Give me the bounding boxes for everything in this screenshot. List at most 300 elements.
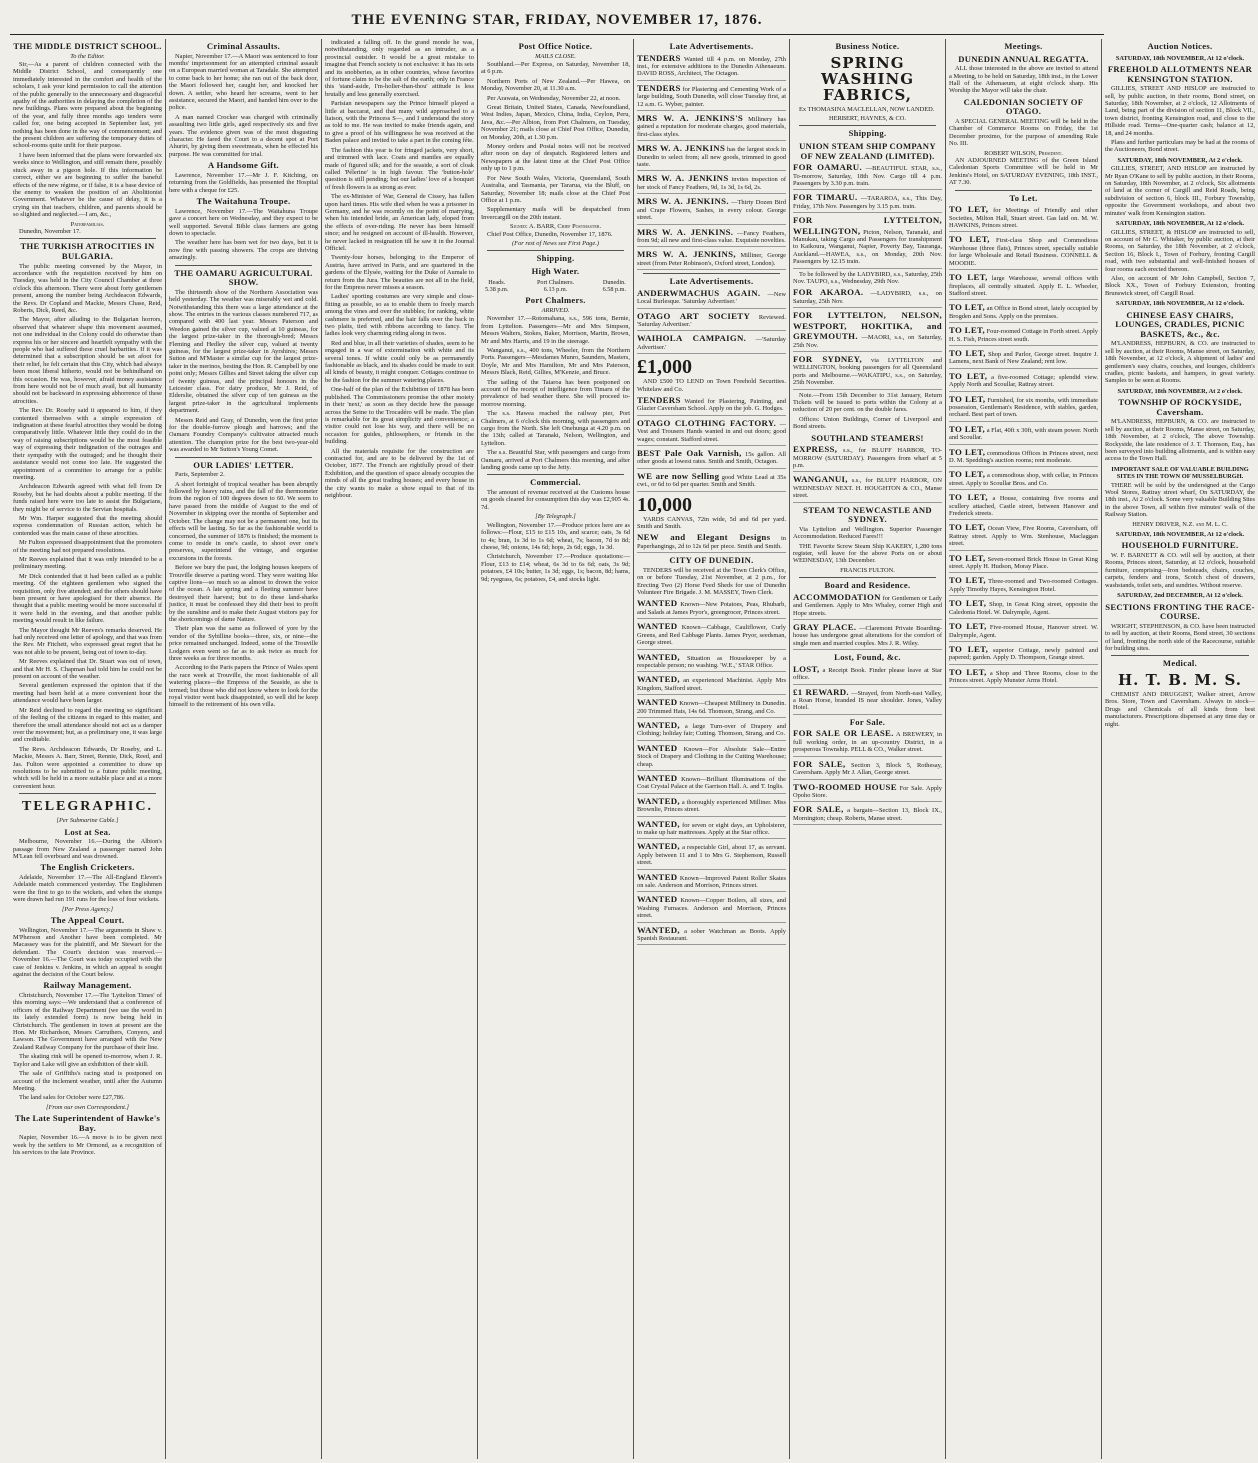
advertisement [637, 720, 786, 741]
ad-caption: WANTED, [637, 841, 680, 852]
column-2 [166, 39, 322, 1459]
article-paragraph: Christchurch, November 17.—Produce quotations:—Flour, £13 to £14; wheat, 6s 3d to 6s 6d; oats, 3s 9d; potatoes, £4 10s; butter, 1s 3d; eggs, 1s; bacon, 8d; hams, 9d; ryegrass, 6s; potatoes, £4, and stocks light. [481, 553, 630, 583]
ad-body: a thoroughly experienced Milliner. Miss Brownlie, Princes street. [637, 798, 786, 814]
article-paragraph: Note.—From 15th December to 31st January, Return Tickets will be issued to ports within the Colony at a reduction of 20 per cent. on the double fares. [793, 391, 942, 414]
ad-body: a Receipt Book. Finder please leave at Star office. [793, 666, 942, 682]
advertisement [637, 83, 786, 111]
ad-body: for Meetings of Friendly and other Societies, Milton Hall, Stuart street. Gas laid on. M. W. HAWKINS, Princes street. [949, 207, 1098, 230]
article-paragraph: Their plan was the same as followed of yore by the vendor of the Sybilline books—three, six, or nine—the price remained unchanged. Indeed, some of the Trouville Lodgers even went so far as to ask twice as much for three weeks as for three months. [169, 625, 318, 662]
article-paragraph: Mr Fulton expressed disappointment that the promoters of the meeting had not prepared resolutions. [13, 539, 162, 554]
advertisement [793, 444, 942, 472]
notice-dateline: SATURDAY, 18th NOVEMBER, At 2 o'clock. [1117, 156, 1243, 164]
section-heading: Criminal Assaults. [206, 41, 281, 51]
ad-body: commodious Offices in Princes street, next D. M. Spedding's auction rooms; rent moderate. [949, 449, 1099, 464]
ad-caption: WANTED, [637, 719, 680, 730]
advertisement [637, 173, 786, 194]
ad-body: superior Cottage, newly painted and papered; garden. Apply D. Thompson, Grange street. [949, 646, 1098, 662]
advertisement [637, 674, 786, 695]
advertisement [949, 522, 1098, 550]
advertisement [949, 394, 1098, 422]
tide-place: Port Chalmers. [536, 278, 575, 286]
section-heading: THE TURKISH ATROCITIES IN BULGARIA. [20, 241, 155, 261]
ad-body: Known—Cabbage, Cauliflower, Curly Greens, and Red Cabbage Plants. James Pryor, seedsman, George street. [637, 624, 786, 647]
ad-body: —'Saturday Advertiser.' [637, 336, 786, 351]
column-rule [487, 474, 624, 475]
advertisement [949, 234, 1098, 270]
article-paragraph: Lawrence, November 17.—Mr J. F. Kitching, on returning from the Goldfields, has presented the Hospital here with a cheque for £25. [169, 171, 318, 194]
section-heading: Meetings. [1004, 41, 1043, 51]
ad-body: Picton, Nelson, Taranaki, and Manukau, taking Cargo and Passengers for transhipment to Kaikoura, Wanganui, Napier, Poverty Bay, Tauranga, Auckland.—HAWEA, s.s., on Monday, 20th Nov. Passengers by 12.15 train. [793, 228, 942, 266]
article-paragraph: A short fortnight of tropical weather has been abruptly followed by heavy rains, and the fall of the thermometer from the region of 100 degrees down to 60. We seem to have passed from the middle of August to the end of November in skipping over the months of September and October. The change may not be a permanent one, but its effects will be lasting. So far as the fashionable world is concerned, the summer of 1876 is finished; the moment is come to reside in one's castle, to shoot over one's preserves, superintend the vintage, and organise excursions in the forests. [169, 480, 318, 562]
article-paragraph: CHEMIST AND DRUGGIST, Walker street, Arrow Bros. Store, Town and Caversham. Always in stock—Drugs and Chemicals of all kinds from best manufacturers. Prescriptions dispensed at any time day or night. [1105, 690, 1255, 728]
column-rule [643, 273, 780, 274]
column-8 [1102, 39, 1258, 1459]
advertisement [949, 302, 1098, 323]
advertisement [637, 196, 786, 224]
ad-body: for Gentlemen or Lady and Gentlemen. Apply to Mrs Whaley, corner High and Hope streets. [793, 594, 942, 617]
section-heading: FREEHOLD ALLOTMENTS NEAR KENSINGTON STATION. [1107, 64, 1253, 84]
ad-caption: GRAY PLACE. [793, 622, 857, 633]
ad-caption: OTAGO ART SOCIETY [637, 310, 751, 321]
section-heading: HOUSEHOLD FURNITURE. [1121, 540, 1239, 551]
column-rule [955, 190, 1092, 191]
ad-caption: FOR SYDNEY, [793, 353, 863, 364]
advertisement [637, 598, 786, 619]
article-paragraph: AN ADJOURNED MEETING of the Green Island Caledonian Sports Committee will be held in Mr Jenkins's Hotel, on SATURDAY EVENING, 18th INST., AT 7.30. [949, 157, 1098, 187]
ad-caption: NEW and Elegant Designs [637, 532, 771, 543]
article-paragraph: Money orders and Postal notes will not be received after noon on day of despatch. Registered letters and Newspapers at the latest time at the Chief Post Office only up to 1 p.m. [481, 143, 630, 173]
section-heading: Lost at Sea. [64, 826, 111, 837]
article-paragraph: Chief Post Office, Dunedin, November 17, 1876. [487, 230, 613, 238]
advertisement [793, 310, 942, 352]
column-4 [478, 39, 634, 1459]
tide-cell [485, 279, 508, 294]
tide-table [485, 279, 626, 294]
advertisement [637, 894, 786, 922]
ad-caption: FOR SALE, [793, 758, 846, 769]
article-paragraph: Southland.—Per Express, on Saturday, November 18, at 6 p.m. [481, 61, 630, 76]
section-heading: High Water. [531, 265, 580, 276]
ad-body: First-class Shop and Commodious Warehouse (three flats), Princes street, specially suitable for large Wholesale and Retail Business. CONNELL & MOODIE. [949, 237, 1098, 267]
advertisement [637, 697, 786, 718]
article-paragraph: Adelaide, November 17.—The All-England Eleven's Adelaide match commenced yesterday. The Englishmen were the first to go to the wickets, and when the stumps were drawn had run 191 runs for the loss of four wickets. [13, 873, 162, 904]
section-heading: DUNEDIN ANNUAL REGATTA. [958, 53, 1089, 64]
ad-body: good White Lead at 35s cwt., or 6d to 6d per quarter. Smith and Smith. [637, 473, 786, 489]
columns [10, 39, 1255, 1459]
ad-body: Seven-roomed Brick House in Great King street. Apply H. Hudson, Moray Place. [949, 555, 1098, 571]
article-paragraph: The Rev. Dr. Roseby said it appeared to him, if they contented themselves with a simple expression of indignation at these fearful atrocities they would be doing comparatively little. Whatever little they could do in the way of raising subscriptions would be the most feasible way of expressing their indignation of the outrages and their sympathy with the outraged; and he thought their assistance would not come too late. He suggested the appointment of a committee to arrange for a public meeting. [13, 407, 162, 481]
tide-time: 6.13 p.m. [543, 285, 568, 293]
advertisement [949, 644, 1098, 665]
advertisement [949, 575, 1098, 596]
article-paragraph: Per Arawata, on Wednesday, November 22, at noon. [487, 94, 621, 102]
article-paragraph: The s.s. Hawea reached the railway pier, Port Chalmers, at 6 o'clock this morning, with passengers and cargo from the North. She left Onehunga at 4.20 p.m. on the 13th; called at Taranaki, Nelson, Wellington, and Lyttelton. [481, 410, 630, 447]
ad-body: Wanted till 4 p.m. on Monday, 27th inst., for extensive additions to the Dunedin Athenaeum. DAVID ROSS, Architect, The Octagon. [637, 55, 786, 78]
ad-caption: BEST Pale Oak Varnish, [637, 448, 742, 458]
ad-body: Milliner, George street (from Peter Robinson's, Oxford street, London). [637, 252, 786, 267]
ad-caption: TO LET, [949, 598, 987, 609]
ad-body: Known—Brilliant Illuminations of the Coat Crystal Palace at the Garrison Hall. A. and T. Inglis. [637, 775, 786, 791]
ad-caption: OTAGO CLOTHING FACTORY. [637, 417, 777, 428]
advertisement [949, 598, 1098, 619]
ad-caption: TO LET, [949, 492, 988, 503]
article-paragraph: THE Favorite Screw Steam Ship KAKERY, 1,280 tons register, will leave for the above Ports on or about WEDNESDAY, 13th December. [793, 542, 942, 565]
article-paragraph: According to the Paris papers the Prince of Wales spent the race week at Trouville, the most fashionable of all watering places—the Empress of the Seaside, as she is termed; but those who did not know where to look for the royal visitor went back disappointed, so well did he keep himself to the retirement of his own villa. [169, 664, 318, 709]
ad-caption: FOR SALE, [793, 804, 844, 815]
ad-body: s.s., for BLUFF HARBOR, ON WEDNESDAY NEXT. H. HOUGHTON & CO., Manse street. [793, 477, 942, 500]
advertisement [949, 492, 1098, 520]
ad-body: Ocean View, Five Rooms, Caversham, off Rattray street. Apply to Wm. Stenhouse, Maclaggan street. [949, 525, 1098, 548]
display-amount: 10,000 [637, 493, 692, 516]
article-paragraph: The Mayor, after alluding to the Bulgarian horrors, observed that whatever shape this movement assumed, not one individual in the Colony could do otherwise than express his or her sincere and heartfelt sympathy with the people who had suffered these cruel barbarities. If it was determined that a subscription should be set afoot for their relief, he felt certain that this City, which had always been most liberal hitherto, would not be behindhand on this occasion. He was, however, afraid money assistance from here would not be of much avail, but all humanity should not be backward in expressing abhorrence of these atrocities. [13, 316, 162, 405]
advertisement [637, 796, 786, 817]
advertisement [637, 532, 786, 553]
article-paragraph: The Mayor thought Mr Reeves's remarks deserved. He had only received one letter of apology, and that was from the Rev. Mr Fitchett, who expressed great regret that he was not able to be present, being out of town to-day. [13, 626, 162, 656]
subheading: MAILS CLOSE. [535, 52, 576, 60]
section-heading: The Late Superintendent of Hawke's Bay. [14, 1113, 161, 1133]
article-paragraph: GILLIES, STREET, & HISLOP are instructed to sell, on account of Mr C. Whitaker, by public auction, at their Rooms, on Saturday, the 18th November, at 2 o'clock, Section 16, Block I., Town of Forbury, fronting Cargill road, with two substantial and well-finished houses of four rooms each erected thereon. [1105, 228, 1255, 273]
ad-body: Four-roomed Cottage in Forth street. Apply H. S. Fish, Princes street south. [949, 328, 1098, 343]
column-6 [790, 39, 946, 1459]
article-paragraph: Ladies' sporting costumes are very simple and close-fitting as possible, so as to enable them to freely march among the vines and over the stubbles; for ranking, white cashmere is preferred, and the hair falls over the back in two plaits, tied with ribbons according to fancy. The ladies look very charming riding along in twos. [325, 293, 474, 338]
advertisement [793, 687, 942, 715]
subheading: [Per Submarine Cable.] [56, 817, 119, 825]
advertisement [637, 288, 786, 309]
notice-dateline: IMPORTANT SALE OF VALUABLE BUILDING SITES IN THE TOWN OF MUSSELBURGH. [1111, 465, 1249, 481]
advertisement [637, 471, 786, 492]
article-paragraph: Plans and further particulars may be had at the rooms of the Auctioneers, Bond street. [1105, 139, 1255, 154]
ad-caption: TO LET, [949, 423, 986, 434]
notice-dateline: SATURDAY, 18th NOVEMBER, At 12 o'clock. [1115, 300, 1245, 308]
section-heading: For Sale. [849, 716, 886, 727]
article-paragraph: To be followed by the LADYBIRD, s.s., Saturday, 25th Nov. TAUPO, s.s., Wednesday, 29th Nov. [793, 270, 942, 286]
article-paragraph: Mr Reeves explained that it was only intended to be a preliminary meeting. [13, 555, 162, 571]
ad-caption: WANTED [637, 772, 678, 783]
notice-dateline: SATURDAY, 18th NOVEMBER, At 12 o'clock. [1115, 531, 1245, 539]
section-heading: THE OAMARU AGRICULTURAL SHOW. [174, 267, 313, 288]
section-heading: Commercial. [530, 477, 581, 488]
ad-caption: WANTED, [637, 674, 680, 685]
advertisement [793, 592, 942, 620]
masthead: THE EVENING STAR, FRIDAY, NOVEMBER 17, 1876. [10, 6, 1104, 35]
section-heading: To Let. [1009, 192, 1038, 203]
advertisement [949, 348, 1098, 369]
column-1 [10, 39, 166, 1459]
ad-body: Shop and Parlor, George street. Inquire J. Lamens, next Bank of New Zealand; rent low. [949, 350, 1098, 366]
ad-caption: ACCOMMODATION [793, 591, 881, 602]
ad-caption: TO LET, [949, 446, 986, 457]
ad-body: a five-roomed Cottage; splendid view. Apply North and Scoullar, Rattray street. [949, 373, 1098, 389]
section-heading: OUR LADIES' LETTER. [193, 459, 294, 470]
advertisement [637, 113, 786, 141]
article-paragraph: For New South Wales, Victoria, Queensland, South Australia, and Tasmania, per Tararua, via the Bluff, on Saturday, November 18; mails close at the Chief Post Office at 1 p.m. [481, 174, 630, 204]
ad-body: Known—New Potatoes, Peas, Rhubarb, and Salads at James Pryor's, greengrocer, Princes street. [637, 601, 786, 616]
ad-caption: TO LET, [949, 666, 987, 677]
article-paragraph: THERE will be sold by the undersigned at the Cargo Wool Stores, Rattray street wharf, On SATURDAY, the 18th inst., At 2 o'clock. Some very valuable Building Sites in the above Town, all within five minutes' walk of the Railway Station. [1105, 481, 1255, 519]
section-heading: Business Notice. [835, 41, 900, 51]
article-paragraph: The amount of revenue received at the Customs house on goods cleared for consumption this day was £2,905 4s. 7d. [481, 489, 630, 511]
ad-caption: TO LET, [949, 302, 986, 313]
ad-caption: FOR OAMARU. [793, 162, 862, 173]
section-heading: Board and Residence. [824, 580, 911, 591]
column-rule [1111, 655, 1249, 656]
subheading: ARRIVED. [541, 306, 570, 314]
article-paragraph: TENDERS will be received at the Town Clerk's Office, on or before Tuesday, 21st November, at 2 p.m., for Erecting Two (2) Horse Feed Sheds for use of Dunedin Volunteer Fire Brigade. J. M. MASSEY, Town Clerk. [637, 566, 786, 597]
ad-body: a respectable Girl, about 17, as servant. Apply between 11 and 1 to Mrs G. Stephenson, Russell street. [637, 844, 786, 867]
ad-caption: TENDERS [637, 82, 681, 93]
ad-caption: WANTED [637, 871, 678, 882]
advertisement [793, 215, 942, 268]
ad-body: for seven or eight days, an Upholsterer, to make up hair mattresses. Apply at the Star office. [637, 821, 786, 836]
advertisement [793, 192, 942, 213]
advertisement [793, 759, 942, 780]
ad-body: —Thirty Dozen Bird and Crape Flowers, Sashes, in every colour. George street. [637, 199, 786, 222]
ad-body: an Office in Bond street, lately occupied by Brogden and Sons. Apply on the premises. [949, 305, 1099, 320]
ad-caption: MRS W. A. JENKINS. [637, 226, 734, 237]
ad-body: Known—Cheapest Millinery in Dunedin. 200 Trimmed Hats, 14s 6d. Thomson, Strang, and Co. [637, 700, 786, 715]
ad-body: —Fancy Feathers, from 9d; all new and first-class value. Exquisite novelties. [637, 229, 786, 244]
ad-caption: EXPRESS, [793, 444, 838, 455]
section-heading: CITY OF DUNEDIN. [669, 555, 754, 566]
advertisement [637, 448, 786, 469]
advertisement [637, 773, 786, 794]
article-paragraph: Via Lyttelton and Wellington. Superior Passenger Accommodation. Reduced Fares!!! [793, 525, 942, 541]
tide-place: Dunedin. [602, 278, 626, 286]
ad-body: a bargain—Section 13, Block IX., Mornington; cheap. Roberts, Manse street. [793, 807, 942, 822]
column-3 [322, 39, 478, 1459]
ad-body: Shop, in Great King street, opposite the Caledonia Hotel. W. Dalrymple, Agent. [949, 601, 1098, 616]
ad-body: a Shop and Three Rooms, close to the Princes street. Apply Munster Arms Hotel. [949, 669, 1098, 685]
ad-body: —New Local Burlesque. 'Saturday Advertiser.' [637, 290, 786, 306]
section-heading: The Appeal Court. [50, 915, 125, 925]
article-paragraph: M'LANDRESS, HEPBURN, & CO. are instructed to sell by auction, at their Rooms, Manse street, on Saturday, 18th November, at 12 o'clock, A shipment of ladies' and gentlemen's easy chairs, couches, and lounges, children's cradles, picnic baskets, and hampers, in great variety. Samples to be seen at Rooms. [1105, 340, 1255, 385]
ad-body: s.s., for BLUFF HARBOR, TO-MORROW (SATURDAY). Passengers from wharf at 5 p.m. [793, 447, 942, 469]
ad-caption: FOR SALE OR LEASE. [793, 728, 894, 739]
subheading: [By Telegraph.] [535, 513, 576, 521]
ad-body: Situation as Housekeeper by a respectable person; no washing. 'W.E.,' STAR Office. [637, 654, 786, 669]
tide-time: 6.58 p.m. [602, 285, 626, 293]
ad-caption: TO LET, [949, 552, 986, 563]
advertisement [637, 872, 786, 893]
ad-caption: WANTED [637, 598, 678, 609]
ad-body: —LADYBIRD, s.s., on Saturday, 25th Nov. [793, 290, 942, 305]
advertisement [637, 53, 786, 81]
article-paragraph: The Revs. Archdeacon Edwards, Dr Roseby, and L. Mackie, Messrs A. Barr, Street, Rennie, Dick, Reed, and Jas. Fulton were appointed a committee to draw up resolutions to be submitted to a future public meeting, which will be held in a more suitable place and at a more convenient hour. [13, 745, 162, 790]
ad-body: Reviewed. 'Saturday Advertiser.' [637, 313, 786, 328]
ad-body: a Flat, 40ft x 30ft, with steam power. North and Scoullar. [949, 426, 1098, 442]
article-paragraph: Messrs Reid and Gray, of Dunedin, won the first prize for the double-furrow plough and harrows; and the Oamaru Foundry Company's cultivator attracted much attention. The champion prize for the best two-year-old was awarded to Mr Sutton's Young Comet. [169, 416, 318, 454]
ad-body: —Strayed, from North-east Valley, a Roan Horse, branded IS near shoulder. Jones, Valley Hotel. [793, 689, 942, 712]
ad-body: large Warehouse, several offices with fireplaces, all centrally situated. Apply E. L. Wheeler, Stafford street. [949, 275, 1098, 297]
advertisement [949, 469, 1098, 490]
ad-body: 15s gallon. All other goods at lowest rates. Smith and Smith, Octagon. [637, 451, 786, 466]
advertisement [793, 664, 942, 685]
advertisement [949, 325, 1098, 346]
ad-caption: FOR TIMARU. [793, 192, 858, 203]
ad-caption: WANTED [637, 621, 678, 632]
advertisement [793, 287, 942, 308]
article-paragraph: GILLIES, STREET, AND HISLOP are instructed by Mr Ryan O'Kane to sell by public auction, in their Rooms, on Saturday, 18th November, at 2 o'clock, Six allotments of land at the corner of Cargill and Reid Roads, being subdivision of section 6, block III., Forbury Township, opposite the Government workshops, and about two minutes' walk from Kensington station. [1105, 165, 1255, 217]
advertisement [793, 354, 942, 390]
section-heading: Shipping. [848, 128, 887, 139]
article-paragraph: A man named Crocker was charged with criminally assaulting two little girls, aged respectively six and five years. The evidence given was of the most disgusting character. He fared the Court to a decent spot at Port Ahuriri, by giving them sweetmeats, when he effected his purpose. He was committed for trial. [169, 113, 318, 158]
advertisement [949, 667, 1098, 688]
ad-body: —MAORI, s.s., on Saturday, 25th Nov. [793, 334, 942, 349]
display-amount: £1,000 [637, 356, 692, 379]
section-heading: Late Advertisements. [669, 41, 754, 51]
advertisement [949, 424, 1098, 445]
ad-body: Section 3, Block 5, Rothesay, Caversham. Apply Mr J. Allan, George street. [793, 761, 942, 777]
advertisement [949, 553, 1098, 574]
ad-caption: TO LET, [949, 575, 986, 586]
advertisement [793, 728, 942, 756]
ad-caption: LOST, [793, 663, 820, 674]
column-rule [175, 457, 312, 458]
advertisement [637, 249, 786, 270]
ad-body: Known—Improved Patent Roller Skates on sale. Anderson and Morrison, Princes street. [637, 874, 786, 890]
article-paragraph: M'LANDRESS, HEPBURN, & CO. are instructed to sell by auction, at their Rooms, Manse street, on Saturday, 18th November, at 2 o'clock, The above Township. Rockyside, the late residence of J. T. Thomson, Esq., has been surveyed into building allotments, and is within easy access to the Town Hall. [1105, 418, 1255, 463]
ad-caption: WANTED, [637, 924, 680, 935]
advertisement [637, 333, 786, 354]
advertisement [637, 652, 786, 673]
ad-body: an experienced Machinist. Apply Mrs Kingdom, Stafford street. [637, 677, 786, 692]
advertisement [637, 143, 786, 171]
article-paragraph: Mr Reid declined to regard the meeting so significant of the feeling of the citizens in regard to this matter, and therefore the small attendance should not act as a damper over the movement; but, as a preliminary one, it was large and creditable. [13, 706, 162, 744]
article-paragraph: The land sales for October were £27,786. [19, 1094, 125, 1102]
article-paragraph: Paris, September 2. [175, 471, 225, 479]
notice-dateline: SATURDAY, 2nd DECEMBER, At 12 o'clock. [1117, 592, 1243, 600]
signature: FRANCIS FULTON. [840, 566, 895, 574]
article-paragraph: Archdeacon Edwards agreed with what fell from Dr Roseby, but he had doubts about a public meeting. If the funds raised here were too late to assist the Bulgarians, they might be of service to the Servian hospitals. [13, 483, 162, 513]
advertisement [793, 474, 942, 502]
article-paragraph: The public meeting convened by the Mayor, in accordance with the requisition received by him on Tuesday, was held in the City Council Chamber at three o'clock this afternoon. There were about forty gentlemen present, among the number being Archdeacon Edwards, the Revs. Dr Copland and Mackie, Messrs Chase, Reid, Roberts, Dick, Reed, &c. [13, 262, 162, 314]
section-heading: Post Office Notice. [518, 41, 593, 51]
article-paragraph: AND £500 TO LEND on Town Freehold Securities. Whitelaw and Co. [637, 378, 786, 393]
article-paragraph: indicated a falling off. In the grand monde he was, notwithstanding, only regarded as an intruder, as a provincial outsider. It would be a great mistake to imagine that French society is not exclusive: it has its sets and its snobberies, as in other countries, whose favorites of fortune claim to be the salt of the earth; only in France this 'stand-aside, I'm-holier-than-thou' attitude is less brutally and less generally exercised. [325, 39, 474, 98]
ad-body: —Claremont Private Boarding-house has undergone great alterations for the comfort of single men and married couples. Mrs J. R. Wiley. [793, 625, 942, 647]
section-heading: Late Advertisements. [669, 276, 754, 287]
ad-body: a sober Watchman as Boots. Apply Spanish Restaurant. [637, 927, 786, 943]
ad-caption: WANTED [637, 742, 678, 753]
ad-caption: MRS W. A. JENKINS'S [637, 113, 744, 124]
ad-body: Five-roomed House, Hanover street. W. Dalrymple, Agent. [949, 624, 1098, 639]
advertisement [949, 272, 1098, 300]
advertisement [637, 311, 786, 332]
article-paragraph: November 17.—Rotomahana, s.s., 596 tons, Bernie, from Lyttelton. Passengers—Mr and Mrs Simpson, Messrs Walters, Stokes, Baker, Morrison, Martin, Brown, Mr and Mrs Harris, and 19 in the steerage. [481, 315, 630, 345]
section-heading: SECTIONS FRONTING THE RACE-COURSE. [1105, 601, 1255, 622]
article-paragraph: The thirteenth show of the Northern Association was held yesterday. The weather was miserably wet and cold. Notwithstanding this there was a large attendance at the show. The entries in the various classes numbered 717, as compared with 400 last year. Messrs Paterson and Weedon gained the silver cup, valued at 10 guineas, for the largest prize-taker in the thorough-bred; Messrs Fleming and Hedley the silver cup, valued at twenty guineas, for the largest prize-taker in Ayrshires; Messrs Sutton and M'Master a similar cup for the largest prize-taker in the merinos, besting the Hon. R. Campbell by one point only; Messrs Gillies and Street taking the silver cup of twenty guineas, and the principal honours in the Leicester class. For dairy produce, Mr J. Reid, of Elderslie, obtained the silver cup of ten guineas as the largest prize-taker in the agricultural implements department. [169, 288, 318, 415]
tide-cell [537, 279, 574, 294]
article-paragraph: The sailing of the Taiaroa has been postponed on account of the receipt of intelligence from Timaru of the prevalence of bad weather there. She will proceed to-morrow morning. [481, 378, 630, 408]
signature: HERBERT, HAYNES, & CO. [828, 115, 907, 122]
ad-body: —Vest and Trousers Hands wanted in and out doors; good wages; constant. Stafford street. [637, 420, 786, 443]
section-heading: Auction Notices. [1147, 41, 1213, 51]
article-paragraph: The fashion this year is for fringed jackets, very short, and trimmed with lace. Coats and mantles are equally made of figured silk; and for the seaside, a sort of cloak called 'Pélerine' is in high favour. The 'button-hole' question is still pending; but our ladies' love of a bouquet of fresh flowers is as strong as ever. [325, 146, 474, 191]
article-paragraph: Ex THOMASINA MACLELLAN, NOW LANDED. [799, 105, 935, 113]
ad-caption: TO LET, [949, 272, 988, 283]
article-paragraph: All the materials requisite for the construction are contracted for, and are to be delivered by the 1st of October, 1877. The French are rightfully proud of their Exhibition, and the question of space already occupies the minds of all the great trading houses; and every house in the city wants to make a show equal to that of its neighbour. [325, 447, 474, 499]
ad-body: via LYTTELTON and WELLINGTON, booking passengers for all Queensland ports and Melbourne.—WAKATIPU, s.s., on Saturday, 25th November. [793, 356, 942, 387]
subheading: (For rest of News see First Page.) [512, 239, 599, 247]
tide-time: 5.38 p.m. [485, 285, 509, 293]
section-heading: Shipping. [536, 253, 575, 264]
ad-caption: TENDERS [637, 52, 681, 63]
article-paragraph: GILLIES, STREET AND HISLOP are instructed to sell, by public auction, in their rooms, Bond street, on Saturday, 18th November, at 2 o'clock, 12 Allotments of Land, being part of the division of section 11, Block VII., town district, fronting Kensington road, and close to the Hillside road. Terms—One-quarter cash; balance at 12, 18, and 24 months. [1105, 85, 1255, 137]
advertisement [637, 418, 786, 446]
section-heading: SOUTHLAND STEAMERS! [811, 432, 924, 443]
advertisement [949, 621, 1098, 642]
column-rule [799, 577, 936, 578]
article-paragraph: Red and blue, in all their varieties of shades, seem to be engaged in a war of extermination with white and its several tones. If white could only be as permanently fashionable as black, and its shades could be made to suit all kinds of beauty, it might conquer. Cottages continue to be the fashion for the summer watering places. [325, 339, 474, 384]
ad-caption: FOR AKAROA. [793, 287, 864, 298]
advertisement [793, 622, 942, 650]
ad-caption: TO LET, [949, 347, 986, 358]
signature: HENRY DRIVER, N.Z. and M. L. C. [1132, 520, 1228, 528]
article-paragraph: The weather here has been wet for two days, but it is now fine with passing showers. The crops are thriving amazingly. [169, 239, 318, 262]
article-paragraph: Dunedin, November 17. [19, 227, 81, 235]
ad-body: Wanted for Plastering, Painting, and Glazier Caversham School. Apply on the job. G. Hodges. [637, 397, 786, 413]
ad-caption: £1 REWARD. [793, 686, 849, 697]
section-heading: CHINESE EASY CHAIRS, LOUNGES, CRADLES, PICNIC BASKETS, &c., &c. [1115, 309, 1245, 339]
article-paragraph: Also, on account of Mr John Campbell, Section 7, Block XX., Town of Forbury Extension, fronting Brunswick street, off Cargill Road. [1105, 274, 1255, 297]
ad-body: A BREWERY, in full working order, in an up-country District, in a prosperous Township. PELL & CO., Walker street. [793, 731, 942, 754]
notice-dateline: SATURDAY, 18th NOVEMBER, At 2 o'clock. [1117, 387, 1243, 395]
ad-caption: MRS W. A. JENKINS [637, 143, 726, 154]
section-heading: Railway Management. [43, 980, 132, 991]
signature: Paterfamilias. [70, 220, 105, 228]
article-paragraph: Lawrence, November 17.—The Waitahuna Troupe gave a concert here on Wednesday, and they expect to be well supported. Several Bible class farmers are going down to spectacle. [169, 207, 318, 237]
advertisement [637, 819, 786, 840]
ad-body: a commodious shop, with cellar, in Princes street. Apply to Scoullar Bros. and Co. [949, 472, 1098, 487]
tide-place: Heads. [488, 278, 506, 286]
ad-caption: TO LET, [949, 370, 988, 381]
column-rule [799, 125, 936, 126]
article-paragraph: Wellington, November 17.—Produce prices here are as follows:—Flour, £15 to £15 10s, and scarce; oats, 3s 6d to 4s; bran, 1s 3d to 1s 6d; wheat, 7s; bacon, 7d to 8d; cheese, 9d; onions, 14s 6d; hops, 2s 6d; eggs, 1s 3d. [481, 521, 630, 551]
article-paragraph: Wanganui, s.s., 400 tons, Wheeler, from the Northern Ports. Passengers—Mesdames Munro, Saunders, Masters, Doyle, Mr and Mrs Hamilton, Mr and Mrs Paterson, Messrs Black, Reid, Gillies, M'Kenzie, and Bruce. [481, 346, 630, 377]
ad-caption: ANDERWMACHUS AGAIN. [637, 287, 761, 298]
subheading: To the Editor. [70, 52, 105, 60]
article-paragraph: W. F. BARNETT & CO. will sell by auction, at their Rooms, Princes street, Saturday, at 12 o'clock, household furniture, comprising—Iron bedsteads, chairs, couches, carpets, fenders and irons, Scotch chest of drawers, washstands, toilet sets, and sundries. Without reserve. [1105, 552, 1255, 589]
article-paragraph: Melbourne, November 16.—During the Albion's passage from New Zealand a passenger named John M'Lean fell overboard and was drowned. [13, 838, 162, 860]
ad-caption: TWO-ROOMED HOUSE [793, 781, 897, 792]
notice-dateline: SATURDAY, 18th NOVEMBER, At 12 o'clock. [1115, 220, 1245, 228]
ad-body: in Paperhangings, 2d to 12s 6d per piece. Smith and Smith. [637, 535, 786, 550]
ad-caption: TO LET, [949, 522, 986, 533]
section-heading: A Handsome Gift. [208, 160, 279, 171]
advertisement [949, 447, 1098, 468]
advertisement [793, 782, 942, 803]
ad-caption: TENDERS [637, 394, 681, 405]
article-paragraph: I have been informed that the plans were forwarded six weeks since to Wellington, and still remain there, possibly stuck away in a pigeon hole. If this information be correct, either we are beginning to suffer the baneful effects of the new régime, or if false, it is a base device of the enemy to weaken the position of an Abolitionist Government. Whatever be the cause of delay, it is a crying sin that teachers, children, and parents should be so slighted and neglected.—I am, &c., [13, 151, 162, 219]
ad-caption: TO LET, [949, 469, 986, 480]
ad-body: Millinery has gained a reputation for moderate charges, good materials, first-class styles. [637, 116, 786, 138]
ad-body: —TARAROA, s.s., This Day, Friday, 17th Nov. Passengers by 3.15 p.m. train. [793, 195, 943, 210]
article-paragraph: Wellington, November 17.—The arguments in Shaw v. M'Pherson and Another have been completed. Mr Macassey was for the plaintiff, and Mr Stewart for the defendant. The Court's decision was reserved.—November 16.—The Court was today occupied with the case of Jenkins v. Jenkins, in which an appeal is sought against the decision of the Court below. [13, 926, 162, 979]
ad-body: a House, containing five rooms and scullery attached, Castle street, between Hanover and Frederick streets. [949, 495, 1098, 518]
article-paragraph: A SPECIAL GENERAL MEETING will be held in the Chamber of Commerce Rooms on Friday, the 1st December proximo, for the purpose of amending Rule No. III. [949, 118, 1098, 148]
section-heading: TOWNSHIP OF ROCKYSIDE, Caversham. [1118, 397, 1242, 417]
article-paragraph: The sale of Griffiths's racing stud is postponed on account of the inclement weather, until after the Autumn Meeting. [13, 1070, 162, 1092]
signature: Signed: A. BARR, Chief Postmaster. [509, 223, 602, 231]
ad-caption: WANTED [637, 894, 678, 905]
article-paragraph: Before we bury the past, the lodging houses keepers of Trouville deserve a parting word. They were waiting like captive lions—so much so as almost to drown the voice of the ocean. A late spring and a fleeting summer have destroyed their harvest; but to do these land-sharks justice, it must be confessed they did their best to profit by the sunshine and to make their August visitors pay for the shortcomings of dame Nature. [169, 564, 318, 623]
article-paragraph: The ex-Minister of War, General de Cissey, has fallen upon hard times. His wife died when he was a prisoner in Germany, and he was recently on the point of marrying, when his intended bride, an American lady, eloped from the effects of over-riding. He never has been himself since; and he resigned on account of ill-health. However, he never lacked in resignation till he saw it in the Journal Officiel. [325, 193, 474, 252]
article-paragraph: Supplementary mails will be despatched from Invercargill on the 20th instant. [481, 206, 630, 221]
ad-body: —BEAUTIFUL STAR, s.s., To-morrow, Saturday, 18th Nov. Cargo till 4 p.m. Passengers by 3.30 p.m. train. [793, 165, 942, 187]
ad-caption: TO LET, [949, 204, 989, 215]
article-paragraph: ALL those interested in the above are invited to attend a Meeting, to be held on Saturday, 18th inst., in the Lower Hall of the Athenaeum, at eight o'clock sharp. His Worship the Mayor will take the chair. [949, 65, 1098, 95]
advertisement [793, 804, 942, 825]
